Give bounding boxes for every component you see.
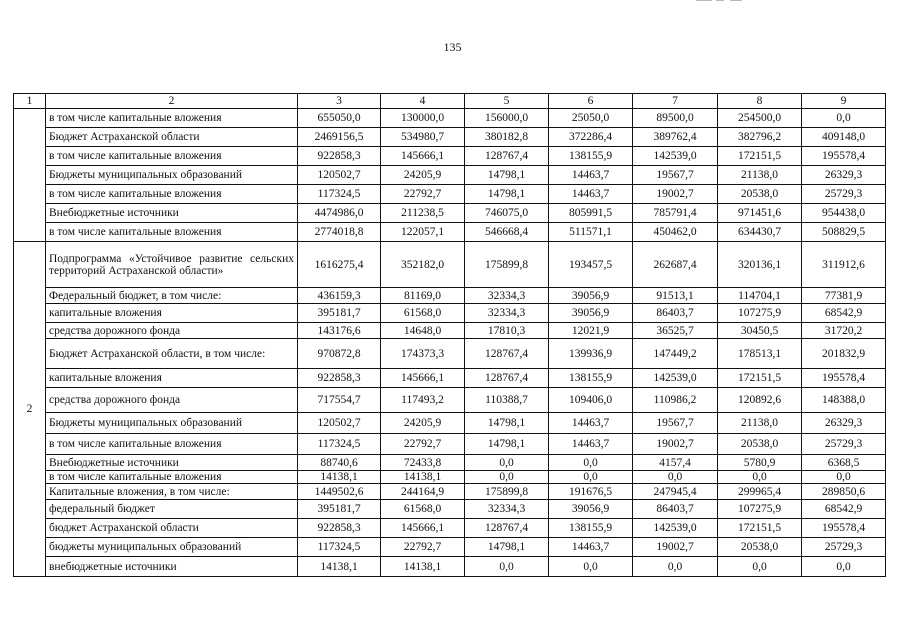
value-cell: 805991,5 <box>549 204 633 223</box>
value-cell: 36525,7 <box>633 323 718 339</box>
value-cell: 922858,3 <box>298 519 381 538</box>
table-row <box>14 500 886 519</box>
value-cell: 0,0 <box>802 471 886 484</box>
table-row <box>14 369 886 388</box>
row-label: Бюджет Астраханской области <box>46 128 298 147</box>
value-cell: 86403,7 <box>633 500 718 519</box>
value-cell: 178513,1 <box>718 339 802 369</box>
value-cell: 81169,0 <box>381 288 465 304</box>
value-cell: 14463,7 <box>549 434 633 455</box>
value-cell: 175899,8 <box>465 242 549 288</box>
table-row <box>14 471 886 484</box>
column-header: 8 <box>718 94 802 109</box>
value-cell: 299965,4 <box>718 484 802 500</box>
value-cell: 25729,3 <box>802 538 886 557</box>
value-cell: 0,0 <box>718 557 802 577</box>
table-row <box>14 519 886 538</box>
value-cell: 546668,4 <box>465 223 549 242</box>
value-cell: 19002,7 <box>633 185 718 204</box>
table-row <box>14 166 886 185</box>
table-row <box>14 242 886 288</box>
value-cell: 634430,7 <box>718 223 802 242</box>
row-label: Внебюджетные источники <box>46 455 298 471</box>
row-label: средства дорожного фонда <box>46 388 298 413</box>
table-row <box>14 434 886 455</box>
value-cell: 395181,7 <box>298 500 381 519</box>
row-label: Бюджеты муниципальных образований <box>46 166 298 185</box>
column-header: 5 <box>465 94 549 109</box>
table-row <box>14 147 886 166</box>
value-cell: 1616275,4 <box>298 242 381 288</box>
value-cell: 24205,9 <box>381 413 465 434</box>
value-cell: 107275,9 <box>718 500 802 519</box>
value-cell: 0,0 <box>718 471 802 484</box>
value-cell: 14138,1 <box>298 471 381 484</box>
value-cell: 26329,3 <box>802 413 886 434</box>
value-cell: 14138,1 <box>381 471 465 484</box>
column-header: 2 <box>46 94 298 109</box>
value-cell: 172151,5 <box>718 147 802 166</box>
row-label: в том числе капитальные вложения <box>46 471 298 484</box>
value-cell: 174373,3 <box>381 339 465 369</box>
value-cell: 409148,0 <box>802 128 886 147</box>
value-cell: 32334,3 <box>465 304 549 323</box>
table-row <box>14 288 886 304</box>
value-cell: 22792,7 <box>381 538 465 557</box>
value-cell: 89500,0 <box>633 109 718 128</box>
value-cell: 971451,6 <box>718 204 802 223</box>
column-header: 6 <box>549 94 633 109</box>
value-cell: 122057,1 <box>381 223 465 242</box>
value-cell: 14463,7 <box>549 166 633 185</box>
value-cell: 25050,0 <box>549 109 633 128</box>
value-cell: 14648,0 <box>381 323 465 339</box>
value-cell: 19567,7 <box>633 413 718 434</box>
value-cell: 24205,9 <box>381 166 465 185</box>
value-cell: 20538,0 <box>718 185 802 204</box>
value-cell: 68542,9 <box>802 304 886 323</box>
value-cell: 20538,0 <box>718 434 802 455</box>
value-cell: 172151,5 <box>718 519 802 538</box>
value-cell: 128767,4 <box>465 519 549 538</box>
value-cell: 30450,5 <box>718 323 802 339</box>
value-cell: 254500,0 <box>718 109 802 128</box>
table-row <box>14 223 886 242</box>
value-cell: 6368,5 <box>802 455 886 471</box>
value-cell: 395181,7 <box>298 304 381 323</box>
column-header: 7 <box>633 94 718 109</box>
value-cell: 0,0 <box>802 109 886 128</box>
value-cell: 172151,5 <box>718 369 802 388</box>
row-label: в том числе капитальные вложения <box>46 223 298 242</box>
value-cell: 311912,6 <box>802 242 886 288</box>
value-cell: 61568,0 <box>381 500 465 519</box>
column-header: 9 <box>802 94 886 109</box>
value-cell: 2774018,8 <box>298 223 381 242</box>
row-label: Внебюджетные источники <box>46 204 298 223</box>
value-cell: 107275,9 <box>718 304 802 323</box>
value-cell: 21138,0 <box>718 166 802 185</box>
value-cell: 120502,7 <box>298 166 381 185</box>
value-cell: 201832,9 <box>802 339 886 369</box>
table-row <box>14 413 886 434</box>
value-cell: 31720,2 <box>802 323 886 339</box>
value-cell: 117324,5 <box>298 185 381 204</box>
value-cell: 922858,3 <box>298 147 381 166</box>
table-row <box>14 185 886 204</box>
value-cell: 195578,4 <box>802 147 886 166</box>
value-cell: 511571,1 <box>549 223 633 242</box>
value-cell: 145666,1 <box>381 519 465 538</box>
value-cell: 117324,5 <box>298 434 381 455</box>
value-cell: 68542,9 <box>802 500 886 519</box>
value-cell: 175899,8 <box>465 484 549 500</box>
table-row <box>14 484 886 500</box>
value-cell: 19002,7 <box>633 538 718 557</box>
value-cell: 14798,1 <box>465 166 549 185</box>
value-cell: 195578,4 <box>802 369 886 388</box>
value-cell: 145666,1 <box>381 147 465 166</box>
table-row <box>14 538 886 557</box>
value-cell: 655050,0 <box>298 109 381 128</box>
table-row <box>14 455 886 471</box>
value-cell: 14798,1 <box>465 413 549 434</box>
value-cell: 145666,1 <box>381 369 465 388</box>
scan-mark <box>730 0 742 1</box>
value-cell: 14138,1 <box>381 557 465 577</box>
row-label: капитальные вложения <box>46 304 298 323</box>
value-cell: 32334,3 <box>465 288 549 304</box>
value-cell: 120502,7 <box>298 413 381 434</box>
value-cell: 17810,3 <box>465 323 549 339</box>
value-cell: 22792,7 <box>381 185 465 204</box>
table-row <box>14 339 886 369</box>
value-cell: 19002,7 <box>633 434 718 455</box>
value-cell: 25729,3 <box>802 434 886 455</box>
header-row <box>14 94 886 109</box>
value-cell: 211238,5 <box>381 204 465 223</box>
value-cell: 148388,0 <box>802 388 886 413</box>
value-cell: 262687,4 <box>633 242 718 288</box>
value-cell: 32334,3 <box>465 500 549 519</box>
value-cell: 14463,7 <box>549 185 633 204</box>
value-cell: 130000,0 <box>381 109 465 128</box>
table-row <box>14 204 886 223</box>
value-cell: 534980,7 <box>381 128 465 147</box>
value-cell: 147449,2 <box>633 339 718 369</box>
value-cell: 0,0 <box>465 455 549 471</box>
value-cell: 61568,0 <box>381 304 465 323</box>
value-cell: 138155,9 <box>549 147 633 166</box>
row-label: Бюджет Астраханской области, в том числе: <box>46 339 298 369</box>
value-cell: 922858,3 <box>298 369 381 388</box>
row-number-cell <box>14 109 46 242</box>
row-label: капитальные вложения <box>46 369 298 388</box>
table-row <box>14 304 886 323</box>
value-cell: 20538,0 <box>718 538 802 557</box>
value-cell: 746075,0 <box>465 204 549 223</box>
value-cell: 717554,7 <box>298 388 381 413</box>
value-cell: 4474986,0 <box>298 204 381 223</box>
value-cell: 21138,0 <box>718 413 802 434</box>
value-cell: 0,0 <box>549 471 633 484</box>
value-cell: 91513,1 <box>633 288 718 304</box>
value-cell: 19567,7 <box>633 166 718 185</box>
row-number-cell: 2 <box>14 242 46 577</box>
value-cell: 970872,8 <box>298 339 381 369</box>
table-body <box>14 94 886 577</box>
value-cell: 138155,9 <box>549 519 633 538</box>
value-cell: 143176,6 <box>298 323 381 339</box>
table-row <box>14 388 886 413</box>
value-cell: 138155,9 <box>549 369 633 388</box>
value-cell: 954438,0 <box>802 204 886 223</box>
value-cell: 114704,1 <box>718 288 802 304</box>
value-cell: 450462,0 <box>633 223 718 242</box>
value-cell: 88740,6 <box>298 455 381 471</box>
value-cell: 382796,2 <box>718 128 802 147</box>
table-row <box>14 557 886 577</box>
value-cell: 436159,3 <box>298 288 381 304</box>
value-cell: 77381,9 <box>802 288 886 304</box>
value-cell: 0,0 <box>549 557 633 577</box>
value-cell: 0,0 <box>549 455 633 471</box>
value-cell: 128767,4 <box>465 147 549 166</box>
value-cell: 0,0 <box>633 557 718 577</box>
value-cell: 12021,9 <box>549 323 633 339</box>
value-cell: 26329,3 <box>802 166 886 185</box>
column-header: 4 <box>381 94 465 109</box>
value-cell: 247945,4 <box>633 484 718 500</box>
value-cell: 389762,4 <box>633 128 718 147</box>
table-row <box>14 323 886 339</box>
value-cell: 39056,9 <box>549 500 633 519</box>
column-header: 1 <box>14 94 46 109</box>
row-label: Капитальные вложения, в том числе: <box>46 484 298 500</box>
value-cell: 120892,6 <box>718 388 802 413</box>
row-label: внебюджетные источники <box>46 557 298 577</box>
value-cell: 25729,3 <box>802 185 886 204</box>
value-cell: 0,0 <box>802 557 886 577</box>
value-cell: 4157,4 <box>633 455 718 471</box>
value-cell: 110388,7 <box>465 388 549 413</box>
row-label: Бюджеты муниципальных образований <box>46 413 298 434</box>
value-cell: 156000,0 <box>465 109 549 128</box>
value-cell: 14463,7 <box>549 413 633 434</box>
value-cell: 128767,4 <box>465 339 549 369</box>
value-cell: 142539,0 <box>633 519 718 538</box>
value-cell: 109406,0 <box>549 388 633 413</box>
value-cell: 117324,5 <box>298 538 381 557</box>
value-cell: 86403,7 <box>633 304 718 323</box>
value-cell: 14798,1 <box>465 434 549 455</box>
row-label: федеральный бюджет <box>46 500 298 519</box>
scan-mark <box>716 0 724 1</box>
value-cell: 0,0 <box>465 557 549 577</box>
value-cell: 22792,7 <box>381 434 465 455</box>
value-cell: 372286,4 <box>549 128 633 147</box>
value-cell: 244164,9 <box>381 484 465 500</box>
value-cell: 785791,4 <box>633 204 718 223</box>
value-cell: 5780,9 <box>718 455 802 471</box>
value-cell: 0,0 <box>465 471 549 484</box>
value-cell: 1449502,6 <box>298 484 381 500</box>
value-cell: 14138,1 <box>298 557 381 577</box>
value-cell: 193457,5 <box>549 242 633 288</box>
value-cell: 72433,8 <box>381 455 465 471</box>
value-cell: 110986,2 <box>633 388 718 413</box>
value-cell: 191676,5 <box>549 484 633 500</box>
value-cell: 14798,1 <box>465 185 549 204</box>
row-label: бюджеты муниципальных образований <box>46 538 298 557</box>
value-cell: 39056,9 <box>549 288 633 304</box>
value-cell: 14798,1 <box>465 538 549 557</box>
value-cell: 14463,7 <box>549 538 633 557</box>
value-cell: 195578,4 <box>802 519 886 538</box>
table-row <box>14 128 886 147</box>
value-cell: 320136,1 <box>718 242 802 288</box>
value-cell: 289850,6 <box>802 484 886 500</box>
row-label: бюджет Астраханской области <box>46 519 298 538</box>
row-label: Подпрограмма «Устойчивое развитие сельских территорий Астраханской области» <box>46 242 298 288</box>
value-cell: 39056,9 <box>549 304 633 323</box>
value-cell: 142539,0 <box>633 369 718 388</box>
row-label: Федеральный бюджет, в том числе: <box>46 288 298 304</box>
row-label: в том числе капитальные вложения <box>46 109 298 128</box>
value-cell: 352182,0 <box>381 242 465 288</box>
value-cell: 139936,9 <box>549 339 633 369</box>
row-label: в том числе капитальные вложения <box>46 434 298 455</box>
value-cell: 117493,2 <box>381 388 465 413</box>
value-cell: 2469156,5 <box>298 128 381 147</box>
value-cell: 380182,8 <box>465 128 549 147</box>
row-label: в том числе капитальные вложения <box>46 147 298 166</box>
value-cell: 142539,0 <box>633 147 718 166</box>
row-label: в том числе капитальные вложения <box>46 185 298 204</box>
budget-table <box>13 93 886 577</box>
column-header: 3 <box>298 94 381 109</box>
row-label: средства дорожного фонда <box>46 323 298 339</box>
page-number: 135 <box>443 40 462 54</box>
value-cell: 0,0 <box>633 471 718 484</box>
value-cell: 128767,4 <box>465 369 549 388</box>
scan-mark <box>696 0 712 1</box>
table-row <box>14 109 886 128</box>
value-cell: 508829,5 <box>802 223 886 242</box>
